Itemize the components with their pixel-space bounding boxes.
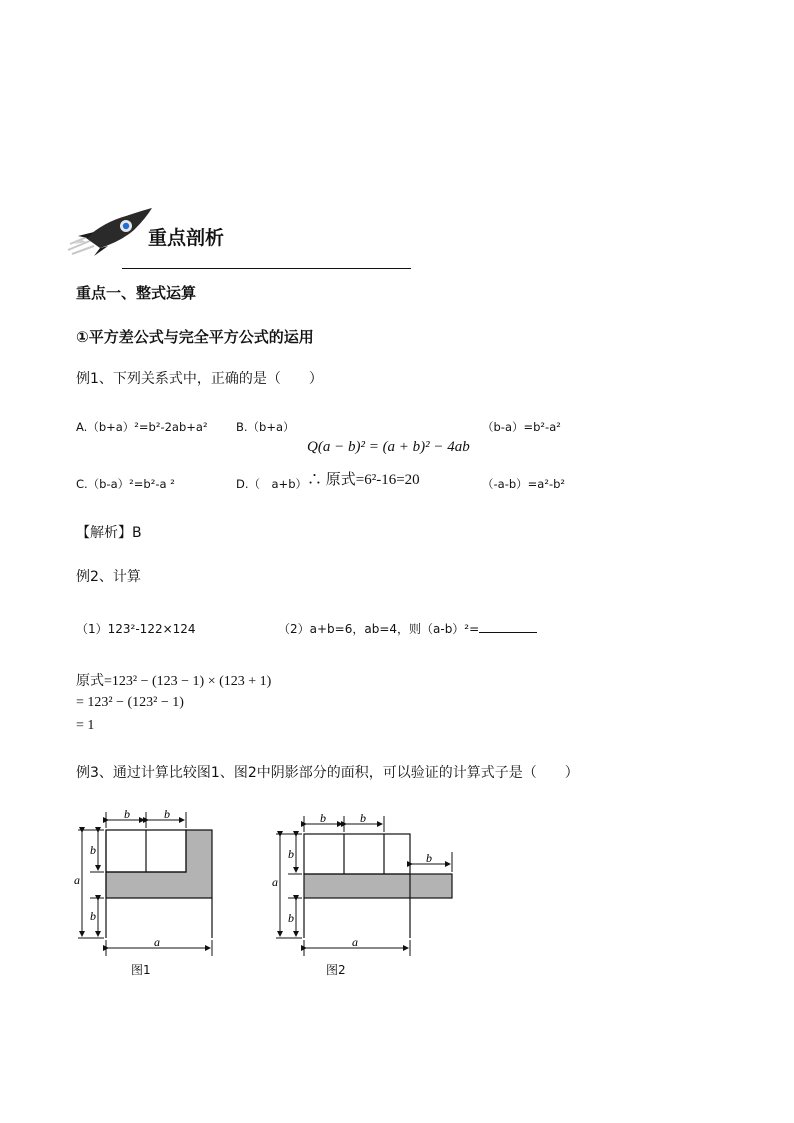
fig2-left-b1: b (288, 847, 294, 861)
fig2-right-b: b (426, 851, 432, 865)
section-subheading: ①平方差公式与完全平方公式的运用 (76, 328, 314, 346)
fig2-top-b1: b (320, 812, 326, 825)
option-b-tail: （b-a）=b²-a² (482, 420, 561, 434)
section-heading: 重点一、整式运算 (76, 284, 197, 302)
figure-2-caption: 图2 (326, 963, 346, 977)
work-line-1: 原式=123² − (123 − 1) × (123 + 1) (76, 674, 272, 689)
fig2-top-b2: b (360, 812, 366, 825)
fig1-top-b2: b (164, 808, 170, 821)
fig1-left-b2: b (90, 909, 96, 923)
fig2-left-b2: b (288, 911, 294, 925)
figure-1-caption: 图1 (131, 963, 151, 977)
option-d-tail: （-a-b）=a²-b² (482, 477, 565, 491)
title-underline (122, 268, 411, 269)
example2-stem: 例2、计算 (76, 569, 141, 585)
option-b: B.（b+a） (236, 420, 295, 434)
question-2-text: （2）a+b=6，ab=4，则（a-b）²= (278, 622, 480, 636)
question-1: （1）123²-122×124 (76, 622, 196, 636)
overlay-formula: Q(a − b)² = (a + b)² − 4ab (307, 439, 470, 455)
fig1-left-a: a (74, 873, 80, 887)
example3-stem: 例3、通过计算比较图1、图2中阴影部分的面积，可以验证的计算式子是（ ） (76, 765, 579, 781)
overlay-result: ∴ 原式=6²-16=20 (307, 472, 420, 488)
question-2 (278, 620, 537, 637)
fig2-left-a: a (272, 875, 278, 889)
work-line-2: = 123² − (123² − 1) (76, 695, 184, 710)
option-d: D.（ a+b） (236, 477, 307, 491)
answer-blank (479, 620, 537, 633)
fig1-top-b1: b (124, 808, 130, 821)
fig1-left-b1: b (90, 843, 96, 857)
figure-1 (70, 808, 220, 978)
rocket-icon (64, 204, 154, 256)
fig1-bottom-a: a (154, 935, 160, 949)
option-a: A.（b+a）²=b²-2ab+a² (76, 420, 208, 434)
figure-2 (268, 812, 458, 978)
example1-stem: 例1、下列关系式中，正确的是（ ） (76, 371, 323, 387)
analysis: 【解析】B (76, 525, 142, 541)
work-line-3: = 1 (76, 718, 95, 733)
section-title: 重点剖析 (148, 227, 225, 249)
option-c: C.（b-a）²=b²-a ² (76, 477, 175, 491)
fig2-bottom-a: a (352, 935, 358, 949)
